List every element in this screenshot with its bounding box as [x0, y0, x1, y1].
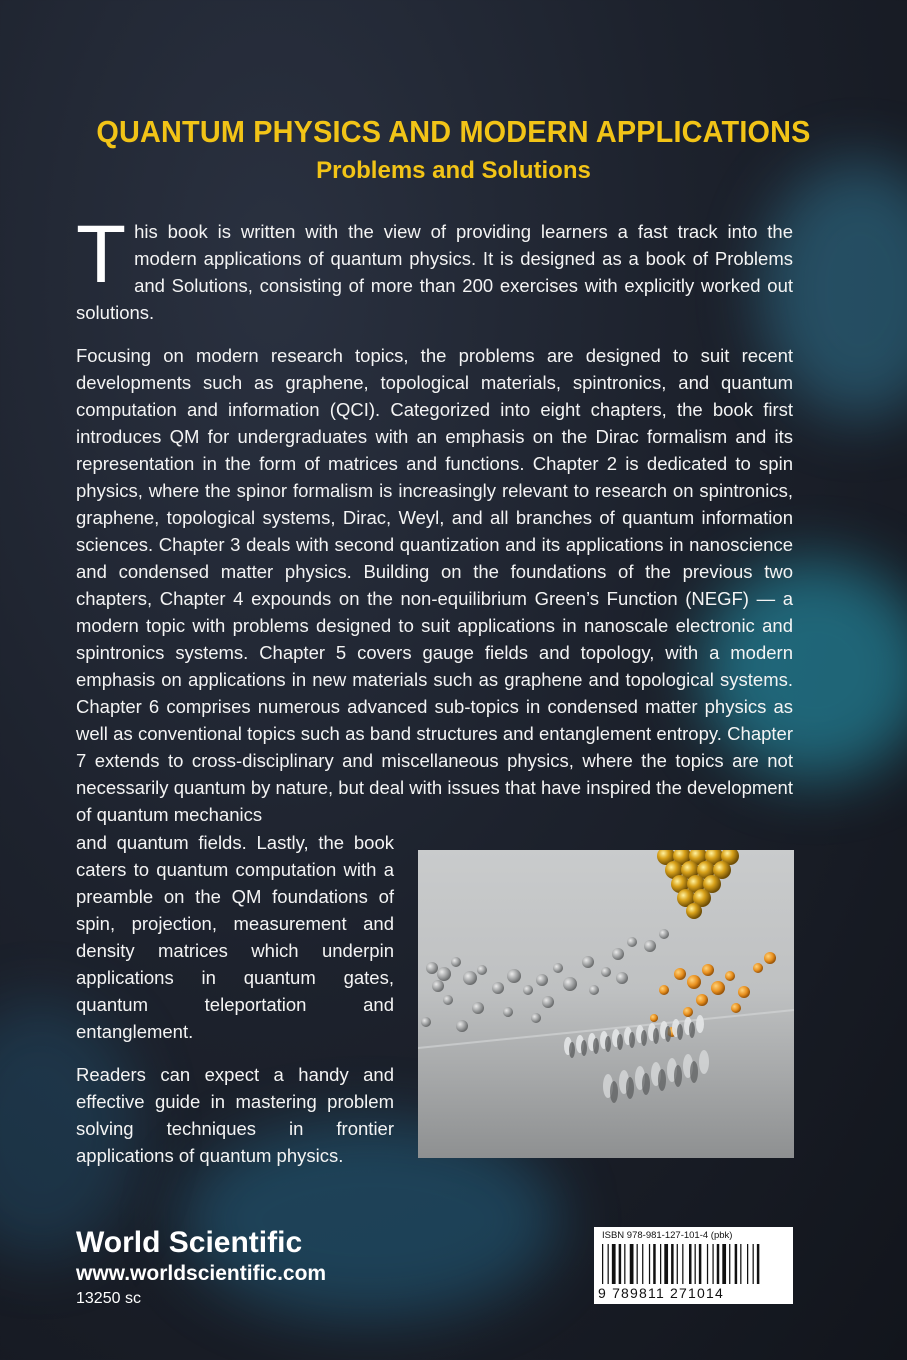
- description-paragraph-continued: and quantum fields. Lastly, the book caters to quantum computation with a preamble on the QM foundations of spin, projection, measurement and density matrices which underpin applications in quantum gates, quantum teleportation and entanglement.: [76, 832, 394, 1042]
- barcode-bar: [624, 1244, 625, 1284]
- barcode-bar: [642, 1244, 643, 1284]
- cover-illustration: [418, 850, 794, 1158]
- barcode-bar: [664, 1244, 668, 1284]
- barcode-bar: [602, 1244, 603, 1284]
- barcode-bar: [757, 1244, 760, 1284]
- barcode-bar: [677, 1244, 678, 1284]
- intro-paragraph: [76, 209, 793, 326]
- barcode-number: 9 789811 271014: [598, 1285, 724, 1301]
- isbn-barcode: [594, 1227, 793, 1304]
- barcode-bar: [717, 1244, 720, 1284]
- barcode-bar: [619, 1244, 622, 1284]
- orange-molecules: [650, 952, 776, 1037]
- molecule-cloud: [421, 929, 669, 1032]
- description-paragraph: Focusing on modern research topics, the problems are designed to suit recent developments such as graphene, topological materials, spintronics, and quantum computation and information (QCI). Categorized into eight chapters, the book first introduces QM for undergraduates with an emphasis on the Dirac formalism and its representation in the form of matrices and functions. Chapter 2 is dedicated to spin physics, where the spinor formalism is increasingly relevant to research on spintronics, graphene, topological systems, Dirac, Weyl, and all branches of quantum information sciences. Chapter 3 deals with second quantization and its applications in nanoscience and condensed matter physics. Building on the foundations of the previous two chapters, Chapter 4 expounds on the non-equilibrium Green’s Function (NEGF) — a modern topic with problems designed to suit applications in nanoscale electronic and spintronics systems. Chapter 5 covers gauge fields and topology, with a modern emphasis on applications in new materials such as graphene and topological systems. Chapter 6 comprises numerous advanced sub-topics in condensed matter physics as well as conventional topics such as band structures and entanglement entropy. Chapter 7 extends to cross-disciplinary and miscellaneous physics, where the topics are not necessarily quantum by nature, but deal with issues that have inspired the development of quantum mechanics: [76, 345, 793, 825]
- barcode-bar: [608, 1244, 609, 1284]
- barcode-bar: [612, 1244, 616, 1284]
- barcode-bar: [653, 1244, 656, 1284]
- atomic-surface-ridges: [418, 1010, 794, 1103]
- barcode-bar: [729, 1244, 730, 1284]
- barcode-bar: [753, 1244, 754, 1284]
- barcode-bar: [735, 1244, 738, 1284]
- barcode-bar: [695, 1244, 696, 1284]
- gold-tip-cluster: [657, 850, 739, 919]
- barcode-bar: [712, 1244, 713, 1284]
- barcode-bar: [660, 1244, 661, 1284]
- barcode-bar: [682, 1244, 683, 1284]
- isbn-label: ISBN 978-981-127-101-4 (pbk): [602, 1230, 733, 1241]
- barcode-bar: [630, 1244, 634, 1284]
- publisher-website: www.worldscientific.com: [76, 1262, 327, 1285]
- barcode-bar: [707, 1244, 708, 1284]
- barcode-bar: [722, 1244, 726, 1284]
- barcode-bar: [671, 1244, 674, 1284]
- barcode-bar: [637, 1244, 638, 1284]
- barcode-bar: [649, 1244, 650, 1284]
- drop-cap-letter: T: [76, 209, 127, 300]
- publisher-name: World Scientific: [76, 1226, 303, 1259]
- book-subtitle: Problems and Solutions: [316, 157, 591, 184]
- barcode-bar: [699, 1244, 702, 1284]
- barcode-bar: [747, 1244, 748, 1284]
- barcode-bar: [689, 1244, 692, 1284]
- book-title: QUANTUM PHYSICS AND MODERN APPLICATIONS: [96, 114, 811, 149]
- product-code: 13250 sc: [76, 1290, 141, 1307]
- barcode-bar: [740, 1244, 741, 1284]
- closing-paragraph: Readers can expect a handy and effective guide in mastering problem solving techniques in frontier applications of quantum physics.: [76, 1064, 394, 1166]
- intro-paragraph-text: his book is written with the view of providing learners a fast track into the modern applications of quantum physics. It is designed as a book of Problems and Solutions, consisting of more than 200 exercises with explicitly worked out solutions.: [76, 221, 793, 323]
